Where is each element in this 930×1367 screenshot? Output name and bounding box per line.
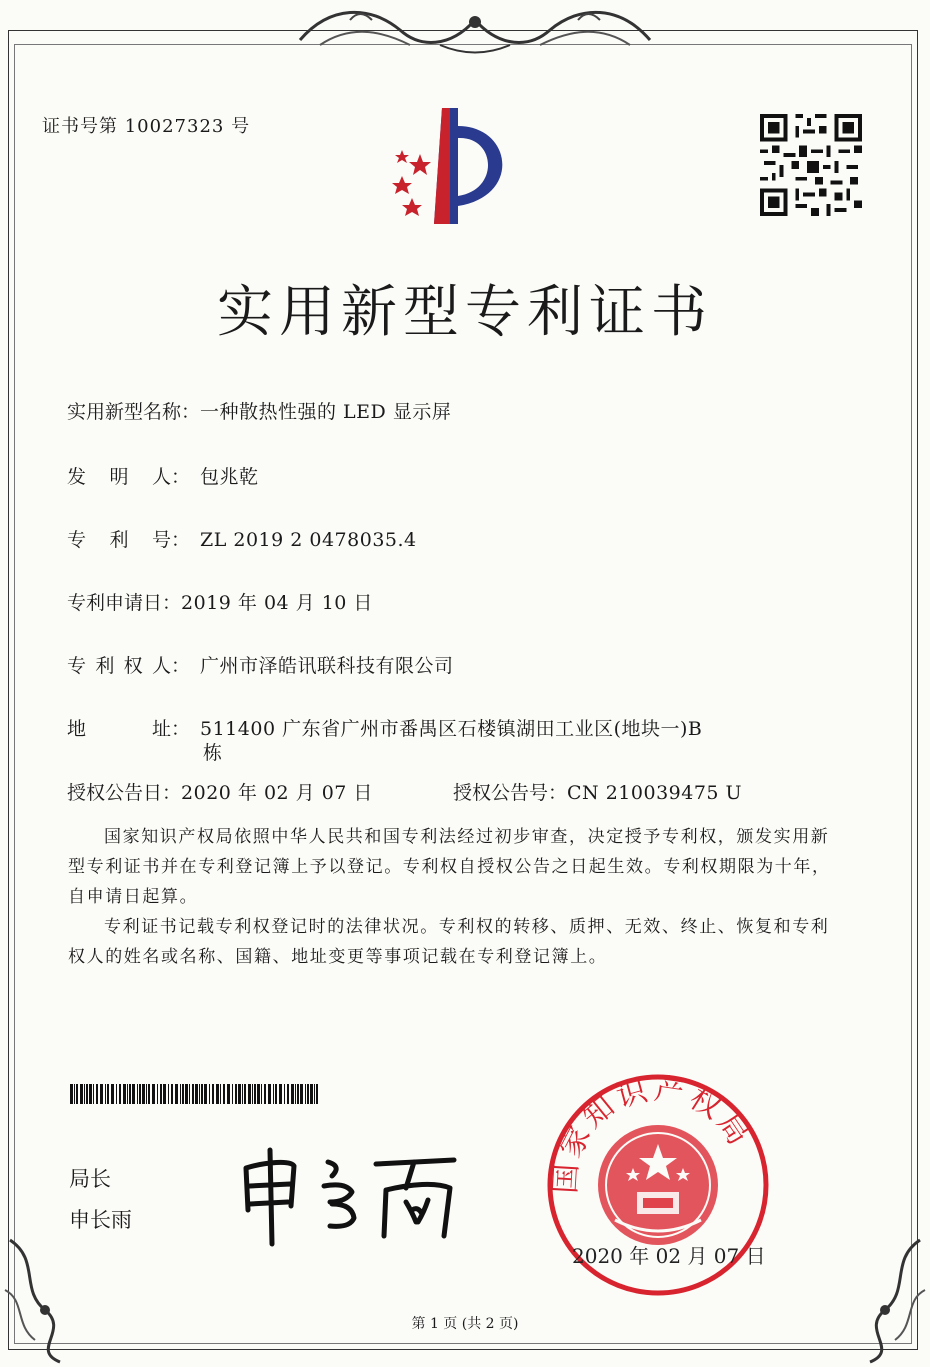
field-patent-number-label xyxy=(67,525,190,552)
barcode-bar xyxy=(105,1084,106,1104)
barcode-bar xyxy=(137,1084,138,1104)
field-name-value: 一种散热性强的 LED 显示屏 xyxy=(200,401,452,423)
barcode-bar xyxy=(305,1084,306,1104)
barcode-bar xyxy=(216,1084,219,1104)
barcode-bar xyxy=(111,1084,114,1104)
barcode-bar xyxy=(297,1084,299,1104)
barcode-bar xyxy=(264,1084,266,1104)
seal-text: 国家知识产权局 xyxy=(548,1072,758,1195)
seal-date: 2020 年 02 月 07 日 xyxy=(572,1244,766,1268)
label-char: 人： xyxy=(151,655,190,677)
label-char: 号： xyxy=(151,529,190,551)
barcode-bar xyxy=(119,1084,121,1104)
barcode-bar xyxy=(227,1084,230,1104)
barcode-bar xyxy=(163,1084,166,1104)
field-grant-date-value: 2020 年 02 月 07 日 xyxy=(181,782,373,804)
barcode-bar xyxy=(70,1084,73,1104)
barcode-bar xyxy=(235,1084,237,1104)
label-char: 利 xyxy=(95,655,115,677)
certificate-number-label: 证书号第 xyxy=(42,116,118,137)
barcode-bar xyxy=(314,1084,315,1104)
top-ornament xyxy=(290,0,660,62)
barcode-bar xyxy=(212,1084,214,1104)
label-char: 地 xyxy=(67,718,87,740)
barcode-bar xyxy=(157,1084,158,1104)
barcode-bar xyxy=(273,1084,274,1104)
barcode-bar xyxy=(242,1084,243,1104)
signatory-name: 申长雨 xyxy=(69,1208,132,1232)
barcode-bar xyxy=(189,1084,190,1104)
field-patentee-label xyxy=(67,651,190,678)
barcode-bar xyxy=(248,1084,251,1104)
field-filing-date-label: 专利申请日： xyxy=(67,592,182,614)
barcode-bar xyxy=(89,1084,92,1104)
field-filing-date xyxy=(67,588,373,615)
barcode-bar xyxy=(100,1084,103,1104)
label-char: 人： xyxy=(151,466,190,488)
field-patent-number-value: ZL 2019 2 0478035.4 xyxy=(200,529,417,551)
barcode-bar xyxy=(129,1084,131,1104)
field-address-label xyxy=(67,714,190,741)
barcode-bar xyxy=(152,1084,155,1104)
field-grant-number-value: CN 210039475 U xyxy=(567,782,743,804)
barcode-bar xyxy=(168,1084,169,1104)
field-inventor-value: 包兆乾 xyxy=(200,466,259,488)
barcode-bar xyxy=(291,1084,294,1104)
certificate-number-suffix: 号 xyxy=(231,116,251,137)
handwritten-signature xyxy=(236,1140,466,1250)
signatory-title: 局长 xyxy=(69,1167,111,1191)
barcode-bar xyxy=(148,1084,150,1104)
barcode-bar xyxy=(86,1084,88,1104)
barcode-bar xyxy=(116,1084,117,1104)
barcode-bar xyxy=(201,1084,203,1104)
barcode-bar xyxy=(220,1084,221,1104)
field-grant-date xyxy=(67,778,373,805)
barcode-bar xyxy=(238,1084,241,1104)
barcode-bar xyxy=(199,1084,200,1104)
barcode-bar xyxy=(307,1084,309,1104)
certificate-title: 实用新型专利证书 xyxy=(217,280,713,345)
page-number: 第 1 页 (共 2 页) xyxy=(411,1316,519,1332)
barcode-bar xyxy=(223,1084,225,1104)
barcode-bar xyxy=(209,1084,210,1104)
barcode-bar xyxy=(252,1084,253,1104)
field-grant-number xyxy=(453,778,742,805)
label-char: 明 xyxy=(109,466,129,488)
barcode-bar xyxy=(107,1084,109,1104)
barcode-bar xyxy=(80,1084,83,1104)
label-char: 专 xyxy=(67,655,87,677)
body-paragraph-1: 国家知识产权局依照中华人民共和国专利法经过初步审查，决定授予专利权，颁发实用新型专利证书并在专利登记簿上予以登记。专利权自授权公告之日起生效。专利权期限为十年，自申请日起算。 xyxy=(68,827,831,907)
field-filing-date-value: 2019 年 04 月 10 日 xyxy=(181,592,373,614)
barcode-bar xyxy=(175,1084,178,1104)
certificate-number-value: 10027323 xyxy=(124,116,225,137)
barcode-bar xyxy=(182,1084,184,1104)
barcode-bar xyxy=(195,1084,198,1104)
field-inventor xyxy=(67,462,259,489)
field-inventor-label xyxy=(67,462,190,489)
barcode-bar xyxy=(254,1084,256,1104)
barcode-bar xyxy=(185,1084,188,1104)
field-utility-model-name xyxy=(67,397,451,424)
cnipa-logo xyxy=(372,106,532,230)
label-char: 专 xyxy=(67,529,87,551)
barcode-bar xyxy=(257,1084,260,1104)
barcode-bar xyxy=(139,1084,141,1104)
field-grant-date-label: 授权公告日： xyxy=(67,782,182,804)
barcode-bar xyxy=(261,1084,262,1104)
barcode-bar xyxy=(160,1084,162,1104)
field-name-label: 实用新型名称： xyxy=(67,401,201,423)
qr-code xyxy=(760,113,862,217)
barcode-bar xyxy=(142,1084,145,1104)
barcode-bar xyxy=(300,1084,303,1104)
bottom-left-ornament xyxy=(0,1230,80,1367)
barcode-bar xyxy=(76,1084,78,1104)
barcode-bar xyxy=(268,1084,271,1104)
barcode-bar xyxy=(316,1084,318,1104)
barcode-bar xyxy=(295,1084,296,1104)
barcode-bar xyxy=(171,1084,173,1104)
body-paragraph-2: 专利证书记载专利权登记时的法律状况。专利权的转移、质押、无效、终止、恢复和专利权人的姓名或名称、国籍、地址变更等事项记载在专利登记簿上。 xyxy=(68,917,830,967)
field-patent-number xyxy=(67,525,417,552)
field-grant-number-label: 授权公告号： xyxy=(453,782,568,804)
field-address-value-line2: 栋 xyxy=(203,742,223,764)
certificate-number xyxy=(42,112,250,138)
label-char: 发 xyxy=(67,466,87,488)
barcode-bar xyxy=(244,1084,246,1104)
bottom-right-ornament xyxy=(846,1230,930,1367)
barcode-bar xyxy=(180,1084,181,1104)
barcode-bar xyxy=(123,1084,126,1104)
barcode-bar xyxy=(204,1084,207,1104)
barcode-bar xyxy=(279,1084,282,1104)
field-address-value-line1: 511400 广东省广州市番禺区石楼镇湖田工业区(地块一)B xyxy=(200,718,703,740)
barcode-bar xyxy=(96,1084,98,1104)
barcode-bar xyxy=(74,1084,75,1104)
field-patentee xyxy=(67,651,454,678)
barcode-bar xyxy=(275,1084,277,1104)
label-char: 址： xyxy=(151,718,190,740)
label-char: 利 xyxy=(109,529,129,551)
barcode-bar xyxy=(127,1084,128,1104)
barcode-bar xyxy=(287,1084,289,1104)
field-address xyxy=(67,714,703,764)
barcode-bar xyxy=(84,1084,85,1104)
field-patentee-value: 广州市泽皓讯联科技有限公司 xyxy=(200,655,454,677)
label-char: 权 xyxy=(123,655,143,677)
barcode-bar xyxy=(93,1084,94,1104)
barcode-bar xyxy=(192,1084,194,1104)
barcode-bar xyxy=(146,1084,147,1104)
barcode-bar xyxy=(132,1084,135,1104)
barcode-bar xyxy=(284,1084,285,1104)
barcode xyxy=(70,1084,320,1104)
barcode-bar xyxy=(232,1084,233,1104)
barcode-bar xyxy=(310,1084,313,1104)
